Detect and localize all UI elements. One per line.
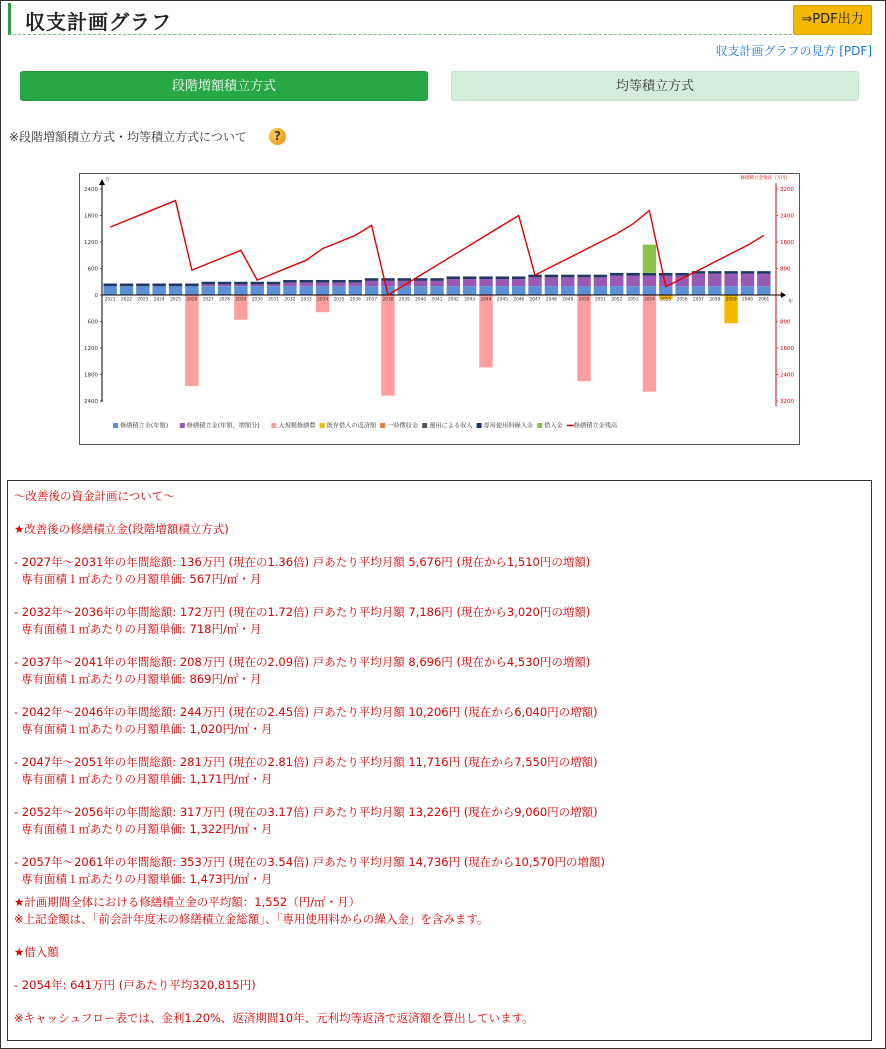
legend-label: 既存借入の返済額 bbox=[326, 422, 377, 430]
bar-専用使用料繰入金 bbox=[512, 276, 525, 279]
method-note: ※段階増額積立方式・均等積立方式について bbox=[9, 130, 247, 144]
y-tick-label-right: 3200 bbox=[780, 399, 794, 405]
x-tick-label: 2035 bbox=[333, 297, 345, 303]
help-icon[interactable]: ? bbox=[269, 128, 286, 145]
average-line: ★計画期間全体における修繕積立金の平均額：1,552（円/㎡・月） bbox=[14, 895, 361, 909]
info-subheading: ★改善後の修繕積立金(段階増額積立方式) bbox=[14, 522, 229, 536]
bar-専用使用料繰入金 bbox=[479, 276, 492, 279]
bar-修繕積立金(年額、増額分) bbox=[267, 284, 280, 286]
bar-修繕積立金(年額、増額分) bbox=[365, 281, 378, 286]
bar-修繕積立金(年額) bbox=[332, 286, 345, 295]
bar-専用使用料繰入金 bbox=[643, 273, 656, 276]
legend-swatch bbox=[320, 423, 325, 428]
y-tick-label-left: 0 bbox=[94, 293, 98, 299]
bar-修繕積立金(年額、増額分) bbox=[643, 276, 656, 287]
bar-専用使用料繰入金 bbox=[381, 278, 394, 281]
x-tick-label: 2061 bbox=[758, 297, 770, 303]
chart-svg bbox=[80, 174, 799, 444]
x-tick-label: 2048 bbox=[545, 297, 557, 303]
y-tick-label-left: 1800 bbox=[84, 372, 98, 379]
bar-修繕積立金(年額、増額分) bbox=[202, 284, 215, 286]
bar-専用使用料繰入金 bbox=[120, 284, 133, 287]
bar-修繕積立金(年額、増額分) bbox=[479, 279, 492, 286]
x-tick-label: 2054 bbox=[643, 297, 655, 303]
x-tick-label: 2042 bbox=[447, 297, 459, 303]
bar-修繕積立金(年額、増額分) bbox=[447, 279, 460, 286]
x-tick-label: 2034 bbox=[317, 297, 329, 303]
bar-専用使用料繰入金 bbox=[365, 278, 378, 281]
x-tick-label: 2026 bbox=[186, 297, 198, 303]
bar-修繕積立金(年額) bbox=[757, 286, 770, 295]
x-tick-label: 2040 bbox=[415, 297, 427, 303]
bar-修繕積立金(年額) bbox=[218, 286, 231, 295]
legend-swatch bbox=[271, 423, 276, 428]
y-tick-label-right: 2400 bbox=[780, 372, 794, 379]
x-tick-label: 2027 bbox=[202, 297, 214, 303]
bar-専用使用料繰入金 bbox=[659, 273, 672, 276]
bar-修繕積立金(年額) bbox=[643, 286, 656, 295]
bar-専用使用料繰入金 bbox=[496, 276, 509, 279]
x-tick-label: 2059 bbox=[725, 297, 737, 303]
x-tick-label: 2022 bbox=[121, 297, 132, 303]
x-tick-label: 2028 bbox=[219, 297, 231, 303]
x-tick-label: 2032 bbox=[284, 297, 296, 303]
info-heading: ～改善後の資金計画について～ bbox=[14, 489, 175, 503]
bar-修繕積立金(年額) bbox=[496, 286, 509, 295]
legend-label: 修繕積立金残高 bbox=[573, 422, 618, 430]
bar-修繕積立金(年額、増額分) bbox=[741, 274, 754, 286]
legend-swatch bbox=[477, 423, 482, 428]
bar-修繕積立金(年額、増額分) bbox=[708, 274, 721, 286]
x-tick-label: 2055 bbox=[660, 297, 672, 303]
bar-修繕積立金(年額) bbox=[365, 286, 378, 295]
bar-修繕積立金(年額、増額分) bbox=[381, 281, 394, 286]
bar-大規模修繕費 bbox=[381, 295, 394, 396]
x-tick-label: 2041 bbox=[431, 297, 443, 303]
bar-修繕積立金(年額、増額分) bbox=[316, 283, 329, 287]
period-unit-line: 専有面積１㎡あたりの月額単価: 1,171円/㎡・月 bbox=[21, 772, 273, 786]
bar-修繕積立金(年額、増額分) bbox=[545, 277, 558, 286]
bar-修繕積立金(年額) bbox=[675, 286, 688, 295]
bar-専用使用料繰入金 bbox=[332, 280, 345, 283]
bar-修繕積立金(年額) bbox=[185, 286, 198, 295]
bar-専用使用料繰入金 bbox=[675, 273, 688, 276]
bar-修繕積立金(年額、増額分) bbox=[577, 277, 590, 286]
y-tick-label-left: 1200 bbox=[84, 240, 98, 246]
x-tick-label: 2036 bbox=[349, 297, 361, 303]
x-tick-label: 2038 bbox=[382, 297, 394, 303]
period-line: - 2032年～2036年の年間総額: 172万円 (現在の1.72倍) 戸あたり平均月額 7,186円 (現在から3,020円の増額) bbox=[14, 605, 591, 619]
x-tick-label: 2039 bbox=[398, 297, 410, 303]
bar-専用使用料繰入金 bbox=[398, 278, 411, 281]
bar-専用使用料繰入金 bbox=[724, 271, 737, 274]
bar-修繕積立金(年額、増額分) bbox=[300, 283, 313, 287]
bar-修繕積立金(年額) bbox=[349, 286, 362, 295]
tab-stepped-increase[interactable]: 段階増額積立方式 bbox=[20, 71, 428, 101]
x-tick-label: 2037 bbox=[366, 297, 378, 303]
y-tick-label-left: 1200 bbox=[84, 346, 98, 352]
bar-修繕積立金(年額) bbox=[316, 286, 329, 295]
bar-修繕積立金(年額、増額分) bbox=[463, 279, 476, 286]
y-tick-label-left: 2400 bbox=[84, 187, 98, 193]
x-tick-label: 2057 bbox=[692, 297, 704, 303]
bar-修繕積立金(年額) bbox=[120, 286, 133, 295]
loan-heading: ★借入額 bbox=[14, 945, 59, 959]
x-tick-label: 2056 bbox=[676, 297, 688, 303]
x-tick-label: 2030 bbox=[251, 297, 263, 303]
cashflow-chart bbox=[79, 173, 800, 445]
y-tick-label-right: 800 bbox=[780, 266, 791, 273]
bar-修繕積立金(年額、増額分) bbox=[561, 277, 574, 286]
bar-専用使用料繰入金 bbox=[708, 271, 721, 274]
x-tick-label: 2043 bbox=[464, 297, 476, 303]
y-tick-label-right: 800 bbox=[780, 319, 791, 326]
bar-修繕積立金(年額、増額分) bbox=[724, 274, 737, 286]
bar-修繕積立金(年額) bbox=[561, 286, 574, 295]
bar-修繕積立金(年額) bbox=[479, 286, 492, 295]
page-title: 収支計画グラフ bbox=[25, 10, 172, 34]
period-unit-line: 専有面積１㎡あたりの月額単価: 1,020円/㎡・月 bbox=[21, 722, 273, 736]
bar-専用使用料繰入金 bbox=[626, 273, 639, 276]
bar-専用使用料繰入金 bbox=[447, 276, 460, 279]
bar-修繕積立金(年額) bbox=[577, 286, 590, 295]
bar-大規模修繕費 bbox=[185, 295, 198, 386]
period-unit-line: 専有面積１㎡あたりの月額単価: 1,322円/㎡・月 bbox=[21, 822, 273, 836]
tab-equal-accumulation[interactable]: 均等積立方式 bbox=[451, 71, 859, 101]
bar-専用使用料繰入金 bbox=[136, 284, 149, 287]
legend-swatch bbox=[422, 423, 427, 428]
bar-大規模修繕費 bbox=[577, 295, 590, 381]
bar-修繕積立金(年額) bbox=[724, 286, 737, 295]
y-axis-left-unit: 万 bbox=[105, 177, 111, 183]
bar-専用使用料繰入金 bbox=[577, 275, 590, 278]
legend-label: 一時徴収金 bbox=[387, 422, 419, 430]
bar-修繕積立金(年額、増額分) bbox=[528, 277, 541, 286]
bar-修繕積立金(年額、増額分) bbox=[234, 284, 247, 286]
bar-修繕積立金(年額) bbox=[463, 286, 476, 295]
period-line: - 2057年～2061年の年間総額: 353万円 (現在の3.54倍) 戸あたり平均月額 14,736円 (現在から10,570円の増額) bbox=[14, 855, 605, 869]
bar-修繕積立金(年額、増額分) bbox=[332, 283, 345, 287]
x-tick-label: 2021 bbox=[104, 297, 116, 303]
bar-専用使用料繰入金 bbox=[185, 284, 198, 287]
bar-専用使用料繰入金 bbox=[594, 275, 607, 278]
x-tick-label: 2023 bbox=[137, 297, 149, 303]
x-tick-label: 2024 bbox=[153, 297, 165, 303]
period-unit-line: 専有面積１㎡あたりの月額単価: 718円/㎡・月 bbox=[21, 622, 262, 636]
y-tick-label-right: 1600 bbox=[780, 240, 794, 246]
y-tick-label-left: 600 bbox=[87, 266, 98, 273]
x-tick-label: 2051 bbox=[594, 297, 606, 303]
bar-専用使用料繰入金 bbox=[349, 280, 362, 283]
legend-swatch bbox=[537, 423, 542, 428]
x-tick-label: 2025 bbox=[170, 297, 182, 303]
x-tick-label: 2046 bbox=[513, 297, 525, 303]
x-tick-label: 2033 bbox=[300, 297, 312, 303]
period-unit-line: 専有面積１㎡あたりの月額単価: 567円/㎡・月 bbox=[21, 572, 262, 586]
bar-専用使用料繰入金 bbox=[610, 273, 623, 276]
x-tick-label: 2044 bbox=[480, 297, 492, 303]
bar-修繕積立金(年額) bbox=[251, 286, 264, 295]
bar-専用使用料繰入金 bbox=[152, 284, 165, 287]
period-line: - 2052年～2056年の年間総額: 317万円 (現在の3.17倍) 戸あたり平均月額 13,226円 (現在から9,060円の増額) bbox=[14, 805, 598, 819]
bar-専用使用料繰入金 bbox=[234, 282, 247, 285]
legend-swatch bbox=[113, 423, 118, 428]
bar-修繕積立金(年額、増額分) bbox=[610, 276, 623, 287]
bar-修繕積立金(年額) bbox=[136, 286, 149, 295]
bar-専用使用料繰入金 bbox=[300, 280, 313, 283]
pdf-export-button[interactable]: ⇒PDF出力 bbox=[793, 5, 872, 35]
bar-修繕積立金(年額) bbox=[152, 286, 165, 295]
bar-専用使用料繰入金 bbox=[545, 275, 558, 278]
bar-修繕積立金(年額) bbox=[610, 286, 623, 295]
bar-専用使用料繰入金 bbox=[267, 282, 280, 285]
legend-label: 運用による収入 bbox=[429, 422, 473, 430]
period-unit-line: 専有面積１㎡あたりの月額単価: 1,473円/㎡・月 bbox=[21, 872, 273, 886]
bar-修繕積立金(年額) bbox=[594, 286, 607, 295]
bar-専用使用料繰入金 bbox=[202, 282, 215, 285]
x-tick-label: 2052 bbox=[611, 297, 623, 303]
y-tick-label-right: 1600 bbox=[780, 346, 794, 352]
x-axis-arrow bbox=[781, 292, 786, 298]
period-unit-line: 専有面積１㎡あたりの月額単価: 869円/㎡・月 bbox=[21, 672, 262, 686]
bar-修繕積立金(年額、増額分) bbox=[251, 284, 264, 286]
bar-専用使用料繰入金 bbox=[283, 280, 296, 283]
bar-修繕積立金(年額、増額分) bbox=[349, 283, 362, 287]
period-line: - 2027年～2031年の年間総額: 136万円 (現在の1.36倍) 戸あたり平均月額 5,676円 (現在から1,510円の増額) bbox=[14, 555, 591, 569]
bar-修繕積立金(年額) bbox=[202, 286, 215, 295]
bar-専用使用料繰入金 bbox=[561, 275, 574, 278]
legend-label: 専用使用料繰入金 bbox=[483, 422, 534, 430]
x-tick-label: 2049 bbox=[562, 297, 574, 303]
bar-修繕積立金(年額、増額分) bbox=[430, 281, 443, 286]
bar-修繕積立金(年額、増額分) bbox=[414, 281, 427, 286]
bar-専用使用料繰入金 bbox=[103, 284, 116, 287]
bar-修繕積立金(年額) bbox=[300, 286, 313, 295]
graph-guide-link[interactable]: 収支計画グラフの見方 [PDF] bbox=[715, 44, 872, 58]
legend-label: 借入金 bbox=[544, 422, 563, 430]
x-tick-label: 2031 bbox=[268, 297, 280, 303]
bar-修繕積立金(年額) bbox=[528, 286, 541, 295]
title-bar bbox=[8, 3, 872, 35]
y-tick-label-left: 600 bbox=[87, 319, 98, 326]
x-tick-label: 2053 bbox=[627, 297, 639, 303]
average-note: ※上記金額は、「前会計年度末の修繕積立金総額」、「専用使用料からの繰入金」を含みます。 bbox=[14, 912, 489, 926]
y-tick-label-left: 1800 bbox=[84, 213, 98, 220]
bar-修繕積立金(年額) bbox=[545, 286, 558, 295]
y-tick-label-right: 3200 bbox=[780, 187, 794, 193]
bar-修繕積立金(年額) bbox=[414, 286, 427, 295]
legend-swatch bbox=[380, 423, 385, 428]
bar-大規模修繕費 bbox=[643, 295, 656, 392]
cashflow-footnote: ※キャッシュフロー表では、金利1.20%、返済期間10年、元利均等返済で返済額を算出しています。 bbox=[14, 1011, 534, 1025]
period-line: - 2047年～2051年の年間総額: 281万円 (現在の2.81倍) 戸あたり平均月額 11,716円 (現在から7,550円の増額) bbox=[14, 755, 598, 769]
x-axis-unit: 年 bbox=[788, 299, 794, 305]
bar-修繕積立金(年額、増額分) bbox=[218, 284, 231, 286]
legend-label: 大規模修繕費 bbox=[278, 422, 316, 430]
bar-修繕積立金(年額、増額分) bbox=[283, 283, 296, 287]
bar-専用使用料繰入金 bbox=[316, 280, 329, 283]
bar-専用使用料繰入金 bbox=[430, 278, 443, 281]
bar-修繕積立金(年額、増額分) bbox=[757, 274, 770, 286]
legend-swatch bbox=[180, 423, 185, 428]
bar-修繕積立金(年額) bbox=[692, 286, 705, 295]
bar-修繕積立金(年額) bbox=[430, 286, 443, 295]
bar-専用使用料繰入金 bbox=[463, 276, 476, 279]
bar-専用使用料繰入金 bbox=[218, 282, 231, 285]
bar-修繕積立金(年額) bbox=[512, 286, 525, 295]
bar-専用使用料繰入金 bbox=[741, 271, 754, 274]
bar-修繕積立金(年額) bbox=[708, 286, 721, 295]
x-tick-label: 2029 bbox=[235, 297, 247, 303]
y-tick-label-left: 2400 bbox=[84, 399, 98, 405]
info-panel bbox=[7, 480, 872, 1041]
bar-専用使用料繰入金 bbox=[169, 284, 182, 287]
period-line: - 2042年～2046年の年間総額: 244万円 (現在の2.45倍) 戸あたり平均月額 10,206円 (現在から6,040円の増額) bbox=[14, 705, 598, 719]
legend-label: 修繕積立金(年額) bbox=[120, 422, 169, 430]
bar-修繕積立金(年額、増額分) bbox=[496, 279, 509, 286]
legend-label: 修繕積立金(年額、増額分) bbox=[186, 422, 260, 430]
bar-修繕積立金(年額) bbox=[741, 286, 754, 295]
bar-修繕積立金(年額) bbox=[169, 286, 182, 295]
bar-大規模修繕費 bbox=[479, 295, 492, 367]
x-tick-label: 2047 bbox=[529, 297, 541, 303]
bar-修繕積立金(年額、増額分) bbox=[594, 277, 607, 286]
x-tick-label: 2050 bbox=[578, 297, 590, 303]
loan-line: - 2054年: 641万円 (戸あたり平均320,815円) bbox=[14, 978, 256, 992]
x-tick-label: 2058 bbox=[709, 297, 721, 303]
bar-修繕積立金(年額) bbox=[626, 286, 639, 295]
bar-借入金 bbox=[643, 245, 656, 273]
x-tick-label: 2045 bbox=[496, 297, 508, 303]
bar-専用使用料繰入金 bbox=[251, 282, 264, 285]
y-axis-right-title: 修繕積立金残高（万円） bbox=[740, 176, 790, 181]
bar-修繕積立金(年額) bbox=[234, 286, 247, 295]
bar-修繕積立金(年額、増額分) bbox=[512, 279, 525, 286]
period-line: - 2037年～2041年の年間総額: 208万円 (現在の2.09倍) 戸あたり平均月額 8,696円 (現在から4,530円の増額) bbox=[14, 655, 591, 669]
bar-修繕積立金(年額) bbox=[103, 286, 116, 295]
bar-修繕積立金(年額、増額分) bbox=[692, 274, 705, 286]
x-tick-label: 2060 bbox=[742, 297, 753, 303]
bar-修繕積立金(年額) bbox=[267, 286, 280, 295]
bar-専用使用料繰入金 bbox=[757, 271, 770, 274]
y-tick-label-right: 2400 bbox=[780, 213, 794, 220]
bar-修繕積立金(年額) bbox=[283, 286, 296, 295]
bar-修繕積立金(年額) bbox=[447, 286, 460, 295]
bar-修繕積立金(年額、増額分) bbox=[626, 276, 639, 287]
